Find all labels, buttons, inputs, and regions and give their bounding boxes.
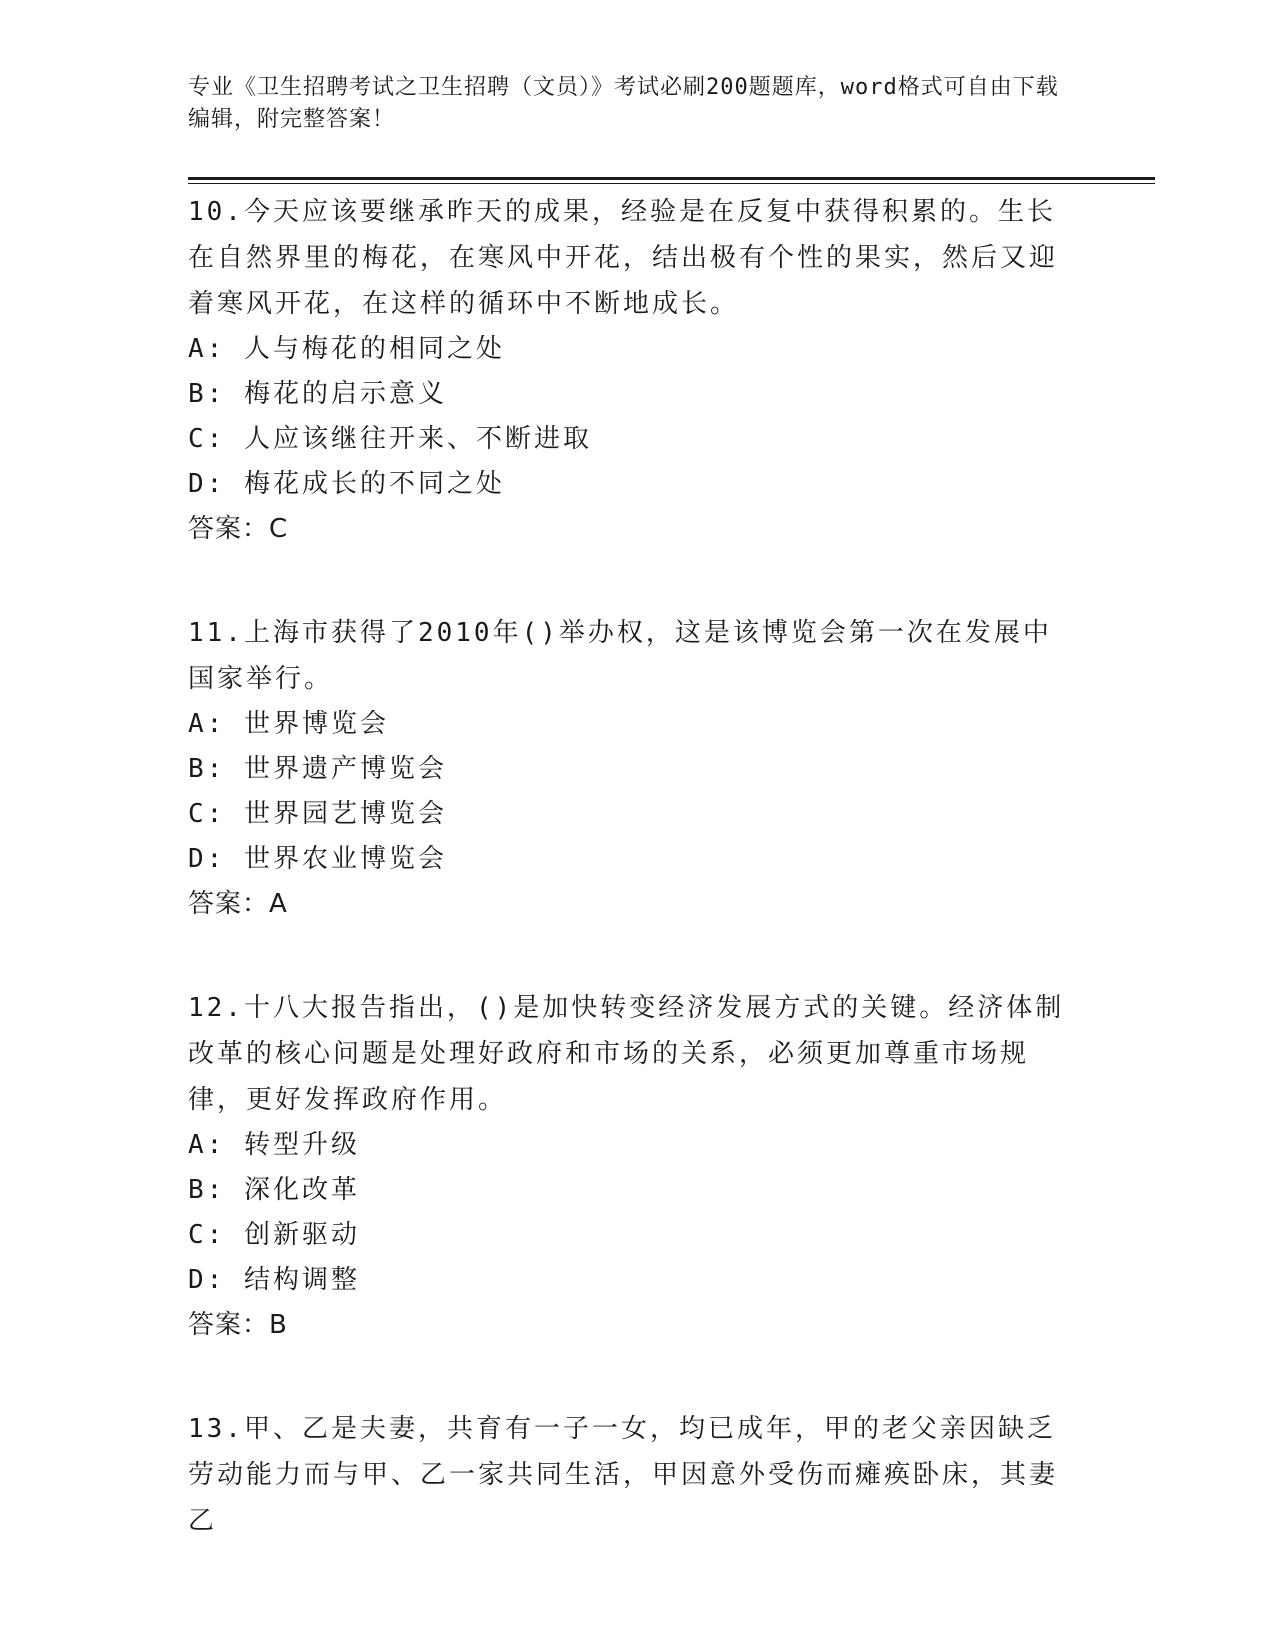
option-a: A: 转型升级 [188, 1130, 360, 1160]
option-a: A: 世界博览会 [188, 709, 389, 739]
header-divider-thin [188, 183, 1155, 184]
option-c: C: 世界园艺博览会 [188, 799, 447, 829]
question-stem: 10.今天应该要继承昨天的成果，经验是在反复中获得积累的。生长在自然界里的梅花，在寒风中开花，结出极有个性的果实，然后又迎着寒风开花，在这样的循环中不断地成长。 [188, 197, 1059, 319]
option-a: A: 人与梅花的相同之处 [188, 334, 505, 364]
question-list [188, 189, 1078, 1602]
answer-line: 答案：B [188, 1310, 288, 1340]
option-b: B: 世界遗产博览会 [188, 754, 447, 784]
question-10 [188, 189, 1078, 552]
option-d: D: 世界农业博览会 [188, 844, 447, 874]
question-12 [188, 985, 1078, 1348]
option-c: C: 人应该继往开来、不断进取 [188, 424, 592, 454]
question-11 [188, 610, 1078, 927]
question-stem: 12.十八大报告指出，()是加快转变经济发展方式的关键。经济体制改革的核心问题是处理好政府和市场的关系，必须更加尊重市场规律，更好发挥政府作用。 [188, 993, 1065, 1115]
option-b: B: 梅花的启示意义 [188, 379, 447, 409]
answer-line: 答案：A [188, 889, 288, 919]
option-c: C: 创新驱动 [188, 1220, 360, 1250]
option-d: D: 结构调整 [188, 1265, 360, 1295]
option-b: B: 深化改革 [188, 1175, 360, 1205]
document-header: 专业《卫生招聘考试之卫生招聘（文员）》考试必刷200题题库，word格式可自由下载编辑，附完整答案！ [188, 75, 1059, 132]
header-divider-thick [188, 177, 1155, 180]
question-stem: 13.甲、乙是夫妻，共育有一子一女，均已成年，甲的老父亲因缺乏劳动能力而与甲、乙一家共同生活，甲因意外受伤而瘫痪卧床，其妻乙 [188, 1414, 1059, 1536]
option-d: D: 梅花成长的不同之处 [188, 469, 505, 499]
question-stem: 11.上海市获得了2010年()举办权，这是该博览会第一次在发展中国家举行。 [188, 618, 1052, 694]
answer-line: 答案：C [188, 514, 289, 544]
question-13 [188, 1406, 1078, 1544]
